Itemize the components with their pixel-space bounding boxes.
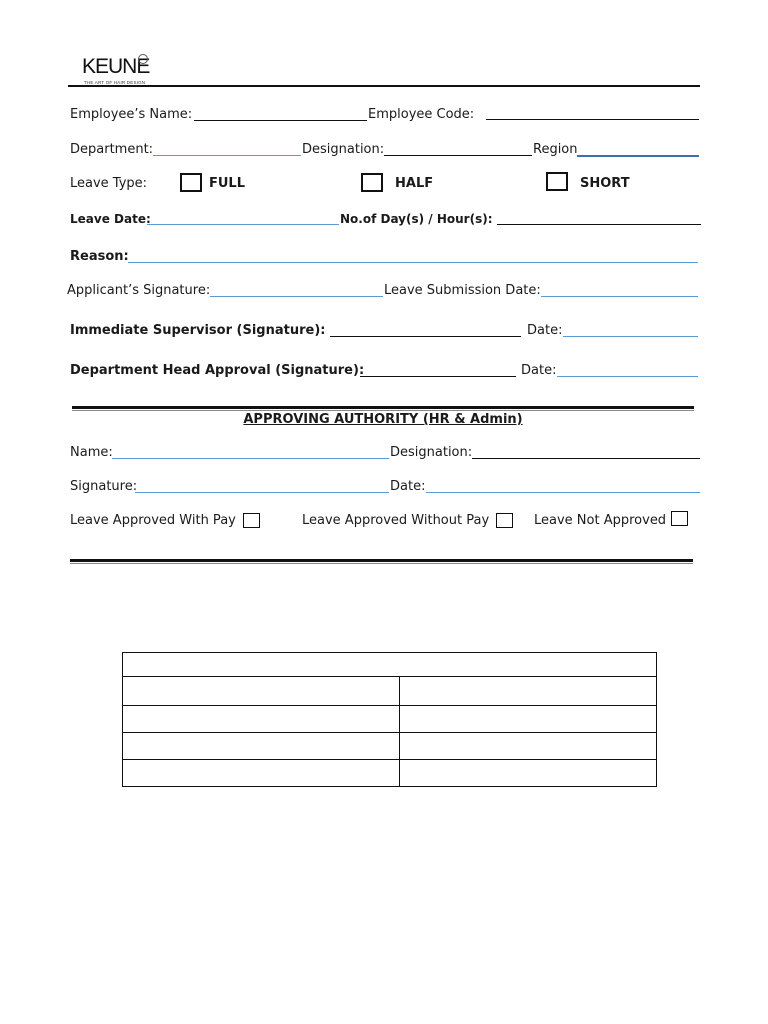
- immediate-supervisor-field[interactable]: [330, 336, 521, 337]
- not-approved-label: Leave Not Approved: [534, 513, 667, 528]
- section-divider-top: [72, 406, 694, 409]
- section-divider-bottom: [70, 559, 693, 562]
- table-header-row: [123, 653, 657, 677]
- approver-name-field[interactable]: [112, 458, 389, 459]
- logo-emblem-icon: [138, 54, 148, 64]
- approver-designation-field[interactable]: [472, 458, 700, 459]
- leave-submission-date-label: Leave Submission Date:: [384, 283, 541, 298]
- leave-date-label: Leave Date:: [70, 212, 151, 226]
- approver-name-label: Name:: [70, 445, 113, 460]
- section-divider-bottom-shadow: [70, 563, 693, 564]
- table-cell: [123, 677, 400, 706]
- no-of-days-field[interactable]: [497, 224, 701, 225]
- header-divider: [68, 85, 700, 87]
- approved-without-pay-checkbox[interactable]: [496, 513, 513, 528]
- approver-signature-label: Signature:: [70, 479, 138, 494]
- table-row: [123, 706, 657, 733]
- department-field[interactable]: [153, 155, 301, 156]
- section-divider-top-shadow: [72, 410, 694, 411]
- immediate-supervisor-label: Immediate Supervisor (Signature):: [70, 323, 326, 338]
- department-head-label: Department Head Approval (Signature):: [70, 363, 365, 378]
- applicant-signature-label: Applicant’s Signature:: [67, 283, 211, 298]
- leave-type-half-label: HALF: [395, 176, 434, 191]
- leave-type-full-checkbox[interactable]: [180, 173, 202, 192]
- not-approved-checkbox[interactable]: [671, 511, 688, 526]
- employee-name-label: Employee’s Name:: [70, 107, 193, 122]
- approved-with-pay-checkbox[interactable]: [243, 513, 260, 528]
- supervisor-date-field[interactable]: [563, 336, 698, 337]
- approver-date-field[interactable]: [426, 492, 700, 493]
- logo-wordmark: KEUNE: [82, 55, 150, 78]
- employee-code-label: Employee Code:: [368, 107, 475, 122]
- reason-field[interactable]: [128, 262, 698, 263]
- leave-type-label: Leave Type:: [70, 176, 148, 191]
- table-cell: [400, 760, 657, 787]
- logo-tagline: THE ART OF HAIR DESIGN: [84, 80, 146, 85]
- table-cell: [400, 733, 657, 760]
- table-cell: [400, 706, 657, 733]
- department-head-date-field[interactable]: [557, 376, 698, 377]
- approver-date-label: Date:: [390, 479, 426, 494]
- department-head-date-label: Date:: [521, 363, 557, 378]
- region-label: Region: [533, 142, 578, 157]
- supervisor-date-label: Date:: [527, 323, 563, 338]
- department-label: Department:: [70, 142, 154, 157]
- table-row: [123, 677, 657, 706]
- employee-code-field[interactable]: [486, 119, 699, 120]
- leave-type-full-label: FULL: [209, 176, 246, 191]
- applicant-signature-field[interactable]: [210, 296, 383, 297]
- table-cell: [400, 677, 657, 706]
- leave-type-half-checkbox[interactable]: [361, 173, 383, 192]
- approving-authority-title: APPROVING AUTHORITY (HR & Admin): [243, 412, 523, 427]
- table-header-cell: [123, 653, 657, 677]
- designation-label: Designation:: [302, 142, 385, 157]
- reason-label: Reason:: [70, 249, 129, 264]
- approver-signature-field[interactable]: [135, 492, 389, 493]
- leave-type-short-label: SHORT: [580, 176, 630, 191]
- approved-without-pay-label: Leave Approved Without Pay: [302, 513, 490, 528]
- approver-designation-label: Designation:: [390, 445, 473, 460]
- table-row: [123, 733, 657, 760]
- department-head-field[interactable]: [360, 376, 516, 377]
- leave-submission-date-field[interactable]: [541, 296, 698, 297]
- approved-with-pay-label: Leave Approved With Pay: [70, 513, 236, 528]
- table-cell: [123, 733, 400, 760]
- designation-field[interactable]: [384, 155, 532, 156]
- region-field[interactable]: [577, 155, 699, 157]
- leave-date-field[interactable]: [147, 224, 339, 225]
- table-cell: [123, 760, 400, 787]
- empty-table: [122, 652, 657, 787]
- table-cell: [123, 706, 400, 733]
- table-row: [123, 760, 657, 787]
- keune-logo: [82, 56, 152, 86]
- leave-type-short-checkbox[interactable]: [546, 172, 568, 191]
- employee-name-field[interactable]: [194, 120, 367, 121]
- no-of-days-label: No.of Day(s) / Hour(s):: [340, 212, 493, 226]
